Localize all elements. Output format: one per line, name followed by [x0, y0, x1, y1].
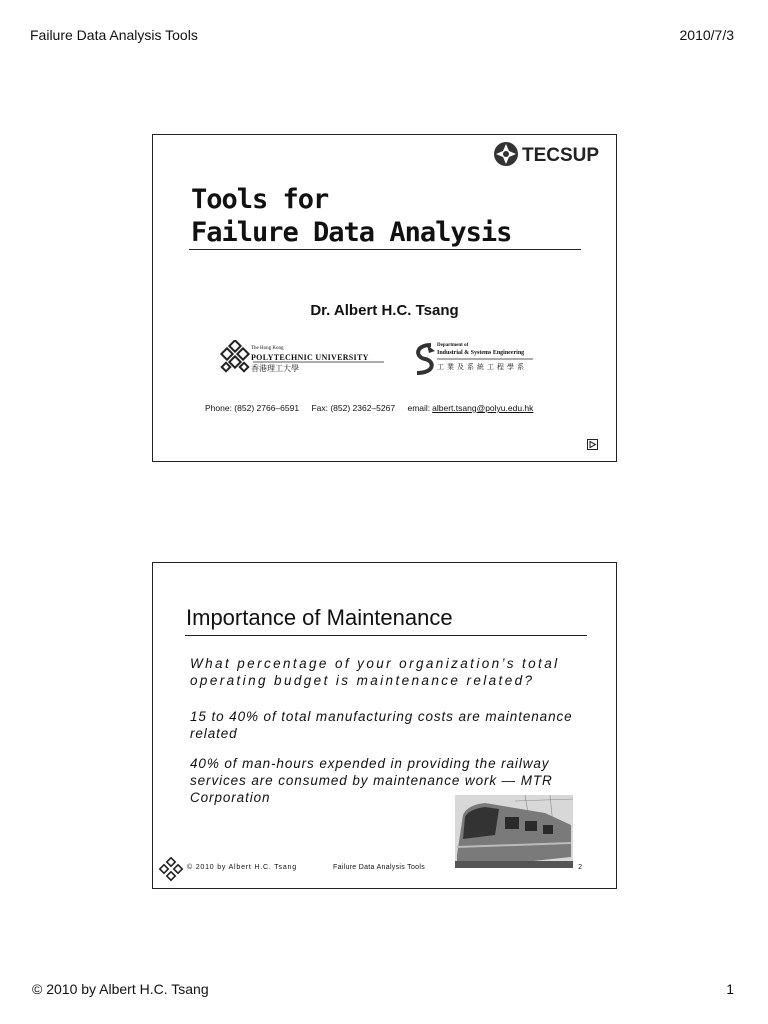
author-name: Dr. Albert H.C. Tsang [310, 302, 459, 319]
title-divider [185, 635, 587, 636]
tecsup-logo [492, 140, 612, 168]
page-header-date: 2010/7/3 [679, 27, 734, 43]
contact-info [205, 403, 543, 413]
polyu-name-line2: POLYTECHNIC UNIVERSITY [251, 353, 369, 362]
email-label: email: [407, 403, 431, 413]
page-header-title: Failure Data Analysis Tools [30, 27, 198, 43]
polyu-name-chinese: 香港理工大學 [251, 364, 299, 373]
title-line-2: Failure Data Analysis [191, 217, 512, 248]
page-number: 1 [726, 981, 734, 997]
slide-title [191, 183, 511, 249]
department-line1: Department of [437, 343, 469, 348]
question-text: What percentage of your organization’s total operating budget is maintenance related? [190, 656, 560, 688]
department-chinese: 工業及系統工程學系 [437, 364, 527, 371]
point-cost: 15 to 40% of total manufacturing costs are maintenance related [190, 709, 573, 741]
slide-footer-number: 2 [578, 864, 582, 871]
slide-footer-copyright: © 2010 by Albert H.C. Tsang [187, 864, 297, 871]
next-slide-icon[interactable] [587, 439, 598, 450]
svg-text:TECSUP: TECSUP [522, 145, 600, 166]
polyu-name-line1: The Hong Kong [251, 346, 284, 351]
slide-footer [153, 857, 616, 881]
email-link[interactable]: albert.tsang@polyu.edu.hk [432, 403, 534, 413]
slide-2 [152, 562, 617, 889]
department-line2: Industrial & Systems Engineering [437, 350, 525, 356]
point-man-hours: 40% of man-hours expended in providing the railway services are consumed by maintenance work — MTR Corporation [190, 756, 553, 805]
page-footer-copyright: © 2010 by Albert H.C. Tsang [32, 981, 209, 997]
slide-1 [152, 134, 617, 462]
slide-title: Importance of Maintenance [186, 605, 453, 630]
slide-footer-title: Failure Data Analysis Tools [333, 864, 426, 871]
polyu-emblem-icon [158, 857, 184, 883]
title-line-1: Tools for [191, 184, 329, 215]
title-divider [189, 249, 581, 250]
phone-number: Phone: (852) 2766–6591 [205, 403, 300, 413]
fax-number: Fax: (852) 2362–5267 [311, 403, 396, 413]
